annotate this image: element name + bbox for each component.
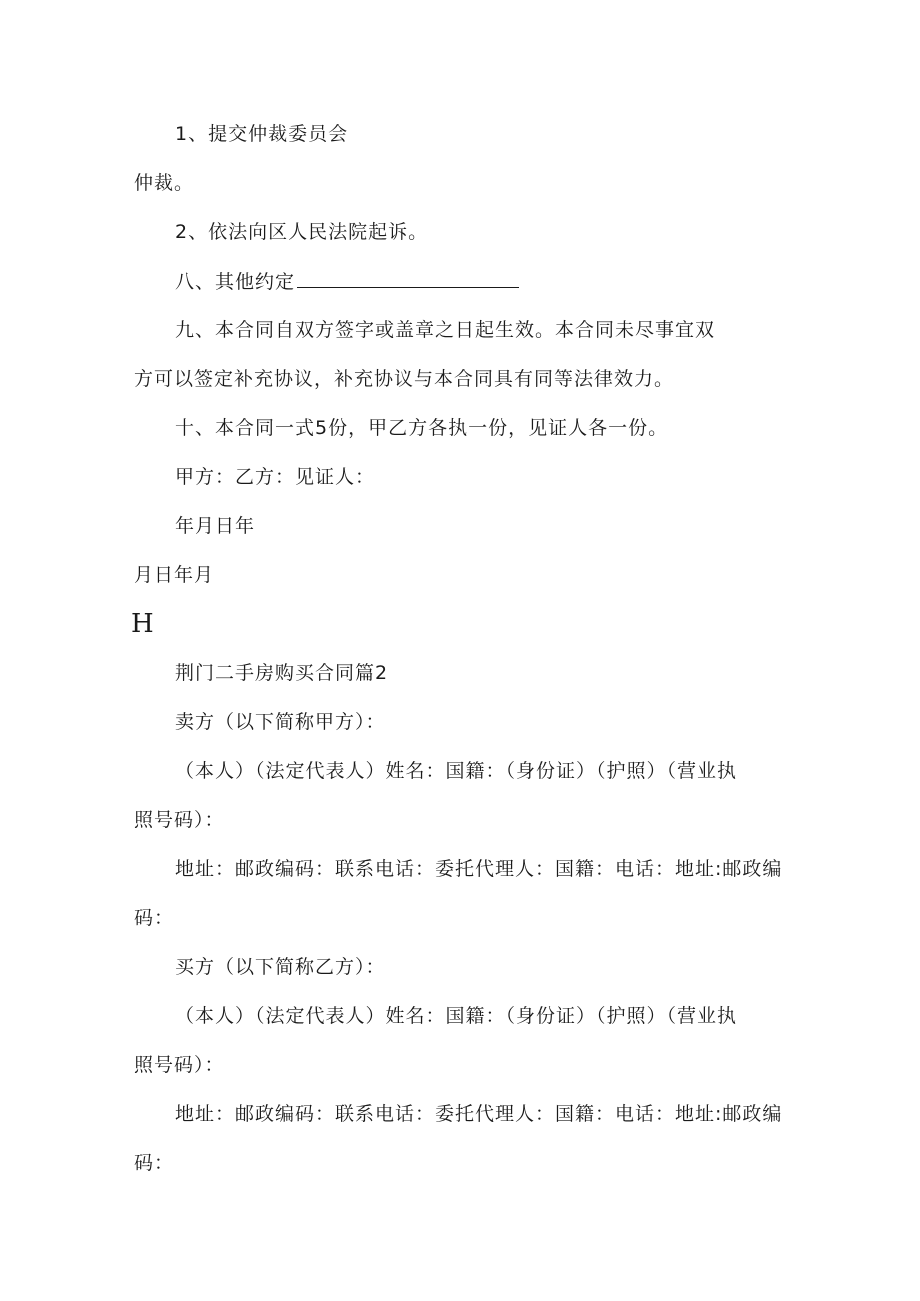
clause-eight: 八、其他约定 <box>175 271 296 293</box>
clause-eight-row <box>175 269 519 294</box>
signature-date-line-2: 月日年月 <box>134 564 215 586</box>
clause-item-2: 2、依法向区人民法院起诉。 <box>175 221 429 243</box>
buyer-identity: （本人）（法定代表人）姓名：国籍：（身份证）（护照）（营业执 <box>175 1005 738 1027</box>
clause-item-1: 1、提交仲裁委员会 <box>175 123 349 145</box>
section-marker: H <box>131 609 154 639</box>
buyer-address-continuation: 码： <box>134 1152 175 1174</box>
buyer-address: 地址：邮政编码：联系电话：委托代理人：国籍：电话：地址:邮政编 <box>175 1103 783 1125</box>
buyer-heading: 买方（以下简称乙方）： <box>175 956 386 978</box>
clause-nine: 九、本合同自双方签字或盖章之日起生效。本合同未尽事宜双 <box>175 319 716 341</box>
clause-ten: 十、本合同一式5份，甲乙方各执一份，见证人各一份。 <box>175 417 669 439</box>
buyer-identity-continuation: 照号码）： <box>134 1054 225 1076</box>
signature-date-line-1: 年月日年 <box>175 515 256 537</box>
seller-identity-continuation: 照号码）： <box>134 809 225 831</box>
seller-heading: 卖方（以下简称甲方）： <box>175 711 386 733</box>
seller-identity: （本人）（法定代表人）姓名：国籍：（身份证）（护照）（营业执 <box>175 760 738 782</box>
seller-address: 地址：邮政编码：联系电话：委托代理人：国籍：电话：地址:邮政编 <box>175 858 783 880</box>
clause-item-1-continuation: 仲裁。 <box>134 172 195 194</box>
signature-parties: 甲方：乙方：见证人： <box>175 466 376 488</box>
clause-nine-continuation: 方可以签定补充协议，补充协议与本合同具有同等法律效力。 <box>134 368 675 390</box>
seller-address-continuation: 码： <box>134 907 175 929</box>
fill-in-blank <box>297 269 519 288</box>
contract-title: 荆门二手房购买合同篇2 <box>175 662 389 684</box>
